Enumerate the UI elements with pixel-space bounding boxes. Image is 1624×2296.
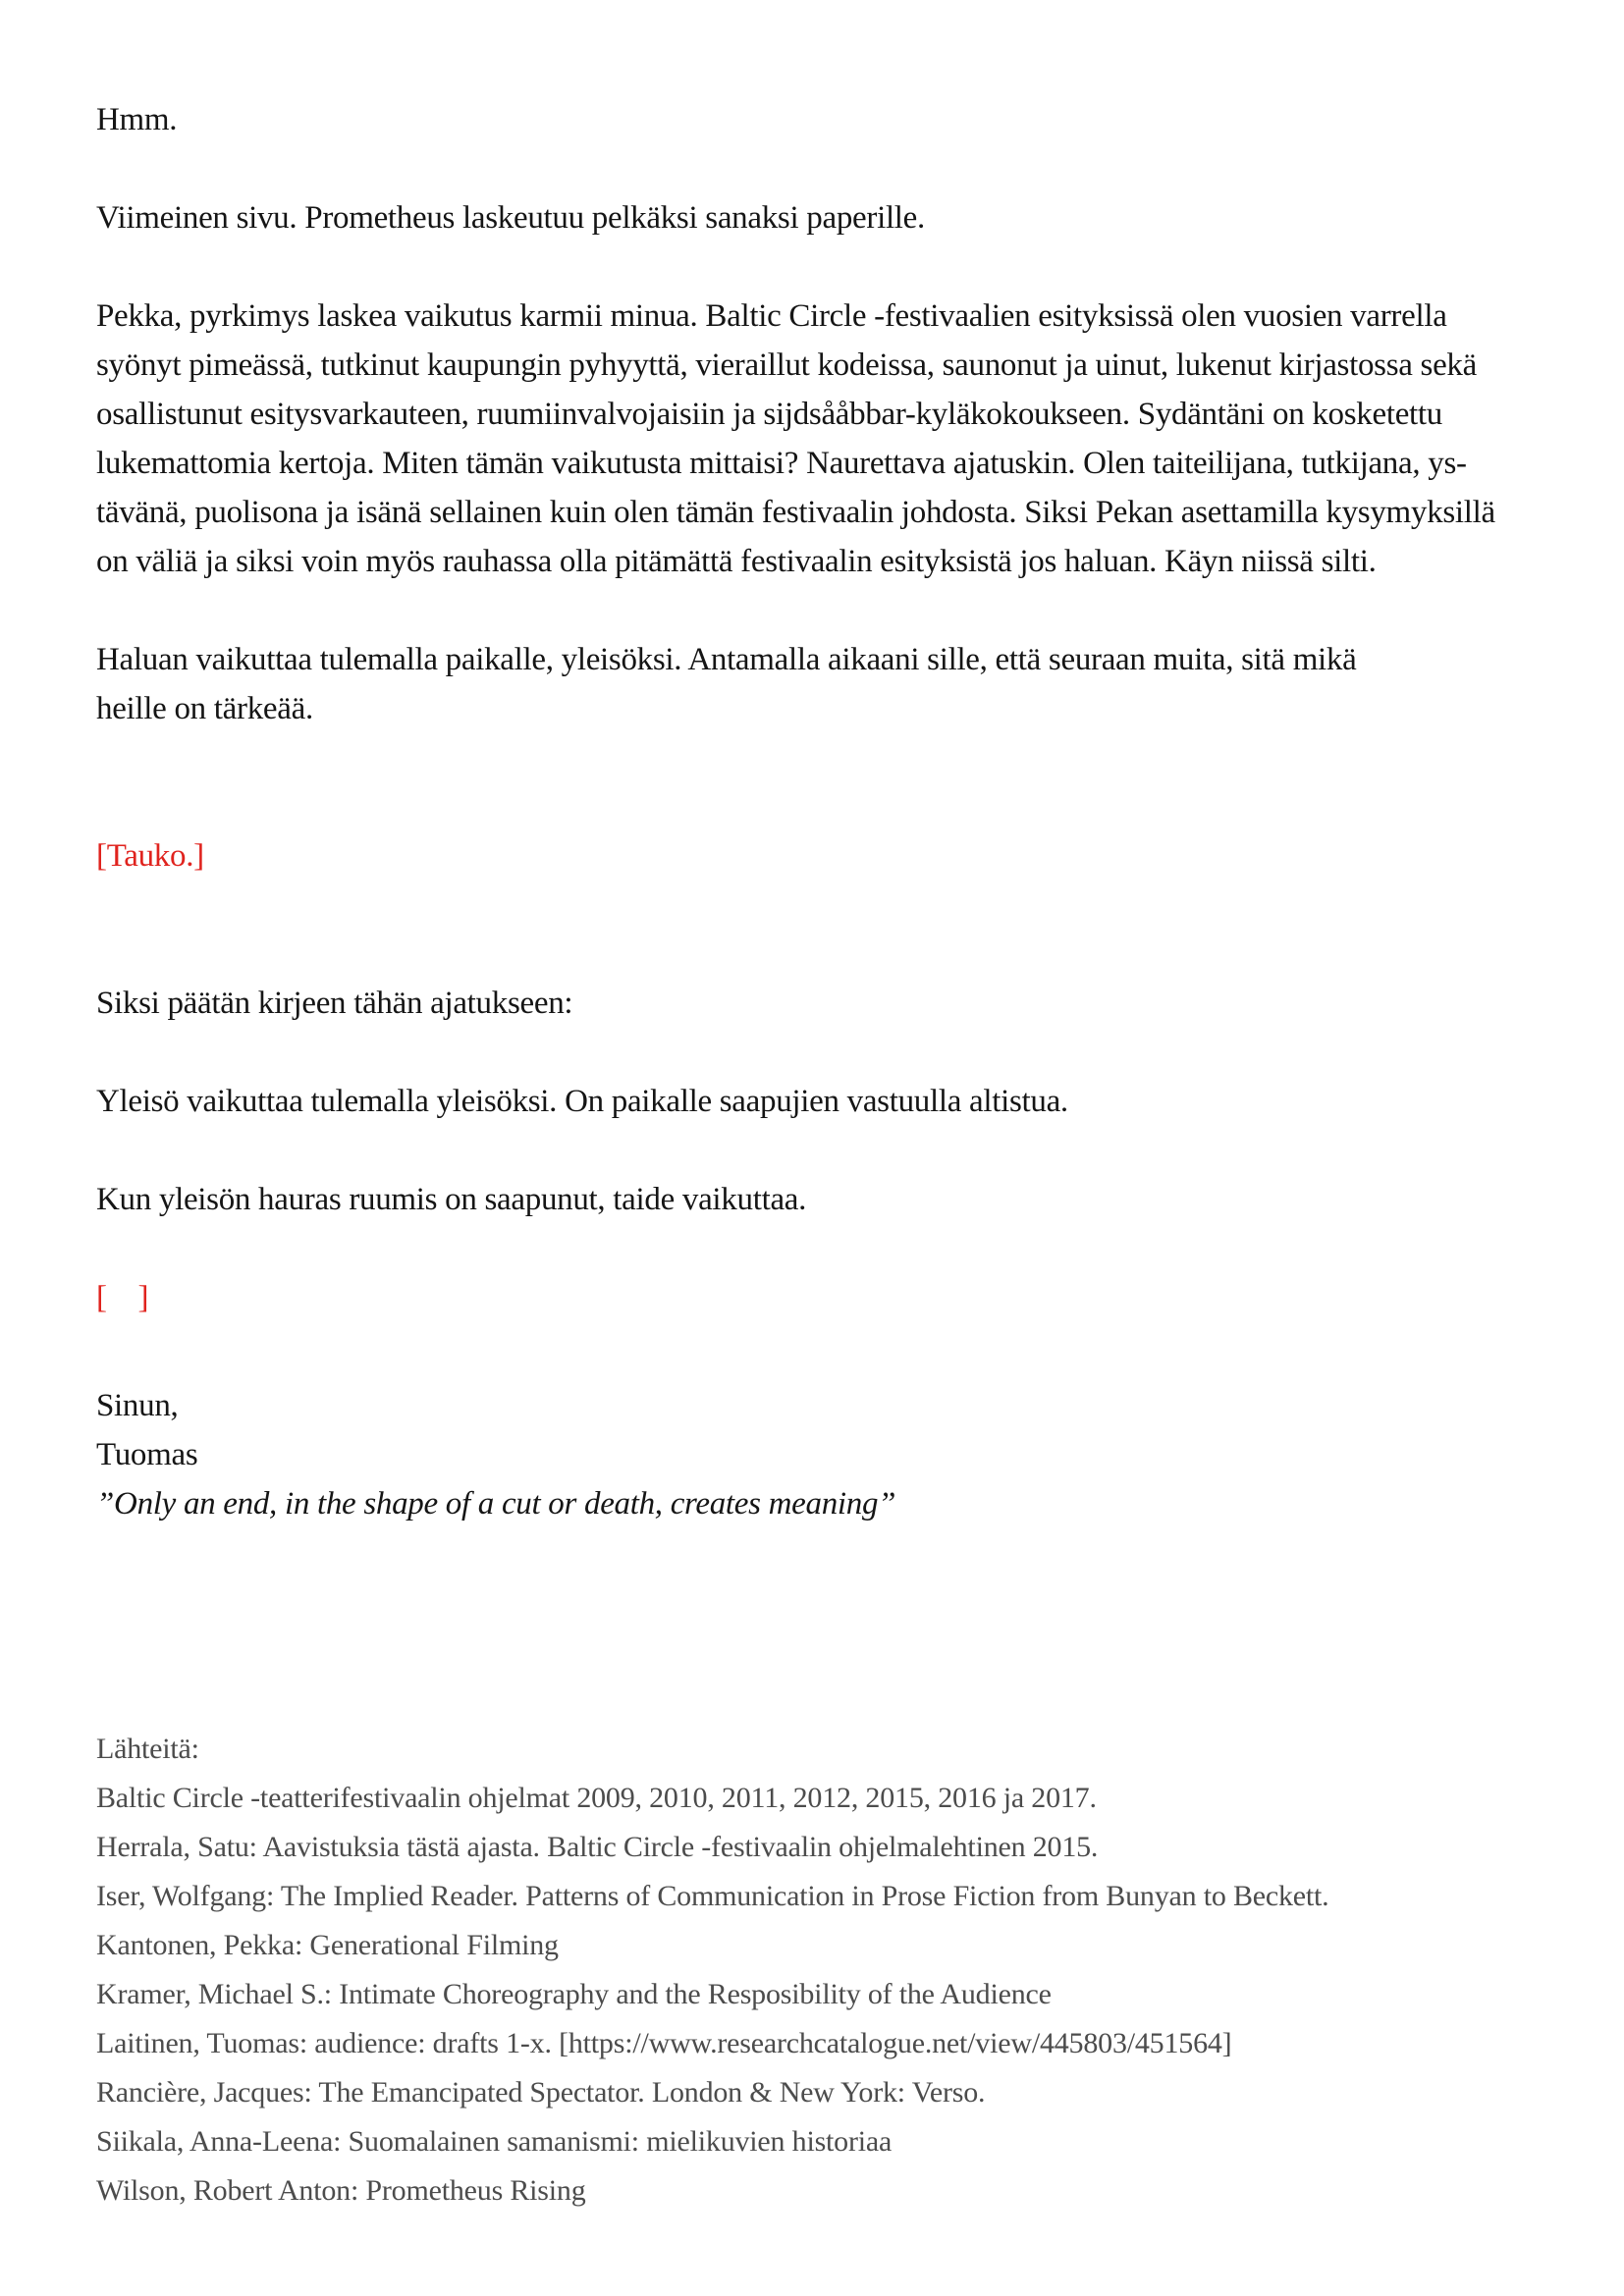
references-section xyxy=(96,1725,1565,2216)
paragraph-last-page xyxy=(96,193,1565,242)
paragraph-yleiso xyxy=(96,1077,1565,1126)
text-line: on väliä ja siksi voin myös rauhassa olla pitämättä festivaalin esityksistä jos haluan. Käyn niissä silti. xyxy=(96,544,1377,579)
reference-item: Rancière, Jacques: The Emancipated Spectator. London & New York: Verso. xyxy=(96,2076,986,2109)
text-line: Viimeinen sivu. Prometheus laskeutuu pelkäksi sanaksi paperille. xyxy=(96,200,925,236)
signature-closing: Sinun, xyxy=(96,1388,179,1423)
paragraph-siksi xyxy=(96,979,1565,1028)
text-line: osallistunut esitysvarkauteen, ruumiinvalvojaisiin ja sijdsååbbar-kyläkokoukseen. Sydäntäni on kosketettu xyxy=(96,397,1442,432)
reference-item: Wilson, Robert Anton: Prometheus Rising xyxy=(96,2174,586,2207)
text-line: syönyt pimeässä, tutkinut kaupungin pyhyyttä, vieraillut kodeissa, saunonut ja uinut, lukenut kirjastossa sekä xyxy=(96,347,1477,383)
signature-name: Tuomas xyxy=(96,1437,198,1472)
text-line: tävänä, puolisona ja isänä sellainen kuin olen tämän festivaalin johdosta. Siksi Pekan asettamilla kysymyksillä xyxy=(96,495,1495,530)
reference-item: Kantonen, Pekka: Generational Filming xyxy=(96,1929,559,1961)
text-line: Kun yleisön hauras ruumis on saapunut, taide vaikuttaa. xyxy=(96,1182,807,1217)
pause-marker xyxy=(96,831,1565,881)
references-heading: Lähteitä: xyxy=(96,1733,199,1765)
empty-bracket-marker xyxy=(96,1273,1565,1322)
signature-block xyxy=(96,1381,1565,1528)
signature-quote: ”Only an end, in the shape of a cut or death, creates meaning” xyxy=(96,1486,896,1522)
reference-item: Iser, Wolfgang: The Implied Reader. Patterns of Communication in Prose Fiction from Bunyan to Beckett. xyxy=(96,1880,1329,1912)
reference-item: Herrala, Satu: Aavistuksia tästä ajasta. Baltic Circle -festivaalin ohjelmalehtinen 2015. xyxy=(96,1831,1099,1863)
text-line: lukemattomia kertoja. Miten tämän vaikutusta mittaisi? Naurettava ajatuskin. Olen taiteilijana, tutkijana, ys- xyxy=(96,446,1467,481)
text-line: Hmm. xyxy=(96,102,178,137)
paragraph-hmm xyxy=(96,95,1565,144)
text-line: Yleisö vaikuttaa tulemalla yleisöksi. On paikalle saapujien vastuulla altistua. xyxy=(96,1084,1068,1119)
reference-item: Siikala, Anna-Leena: Suomalainen samanismi: mielikuvien historiaa xyxy=(96,2125,893,2158)
empty-bracket-text: [ ] xyxy=(96,1280,149,1315)
text-line: Siksi päätän kirjeen tähän ajatukseen: xyxy=(96,986,573,1021)
text-line: Pekka, pyrkimys laskea vaikutus karmii minua. Baltic Circle -festivaalien esityksissä olen vuosien varrella xyxy=(96,298,1447,334)
paragraph-haluan xyxy=(96,635,1565,733)
pause-marker-text: [Tauko.] xyxy=(96,838,204,874)
text-line: heille on tärkeää. xyxy=(96,691,313,726)
paragraph-kun-yleison xyxy=(96,1175,1565,1224)
text-line: Haluan vaikuttaa tulemalla paikalle, yleisöksi. Antamalla aikaani sille, että seuraan muita, sitä mikä xyxy=(96,642,1357,677)
reference-item: Baltic Circle -teatterifestivaalin ohjelmat 2009, 2010, 2011, 2012, 2015, 2016 ja 2017. xyxy=(96,1782,1097,1814)
paragraph-pekka xyxy=(96,292,1565,586)
reference-item: Laitinen, Tuomas: audience: drafts 1-x. [https://www.researchcatalogue.net/view/445803/451564] xyxy=(96,2027,1232,2059)
reference-item: Kramer, Michael S.: Intimate Choreography and the Resposibility of the Audience xyxy=(96,1978,1052,2010)
